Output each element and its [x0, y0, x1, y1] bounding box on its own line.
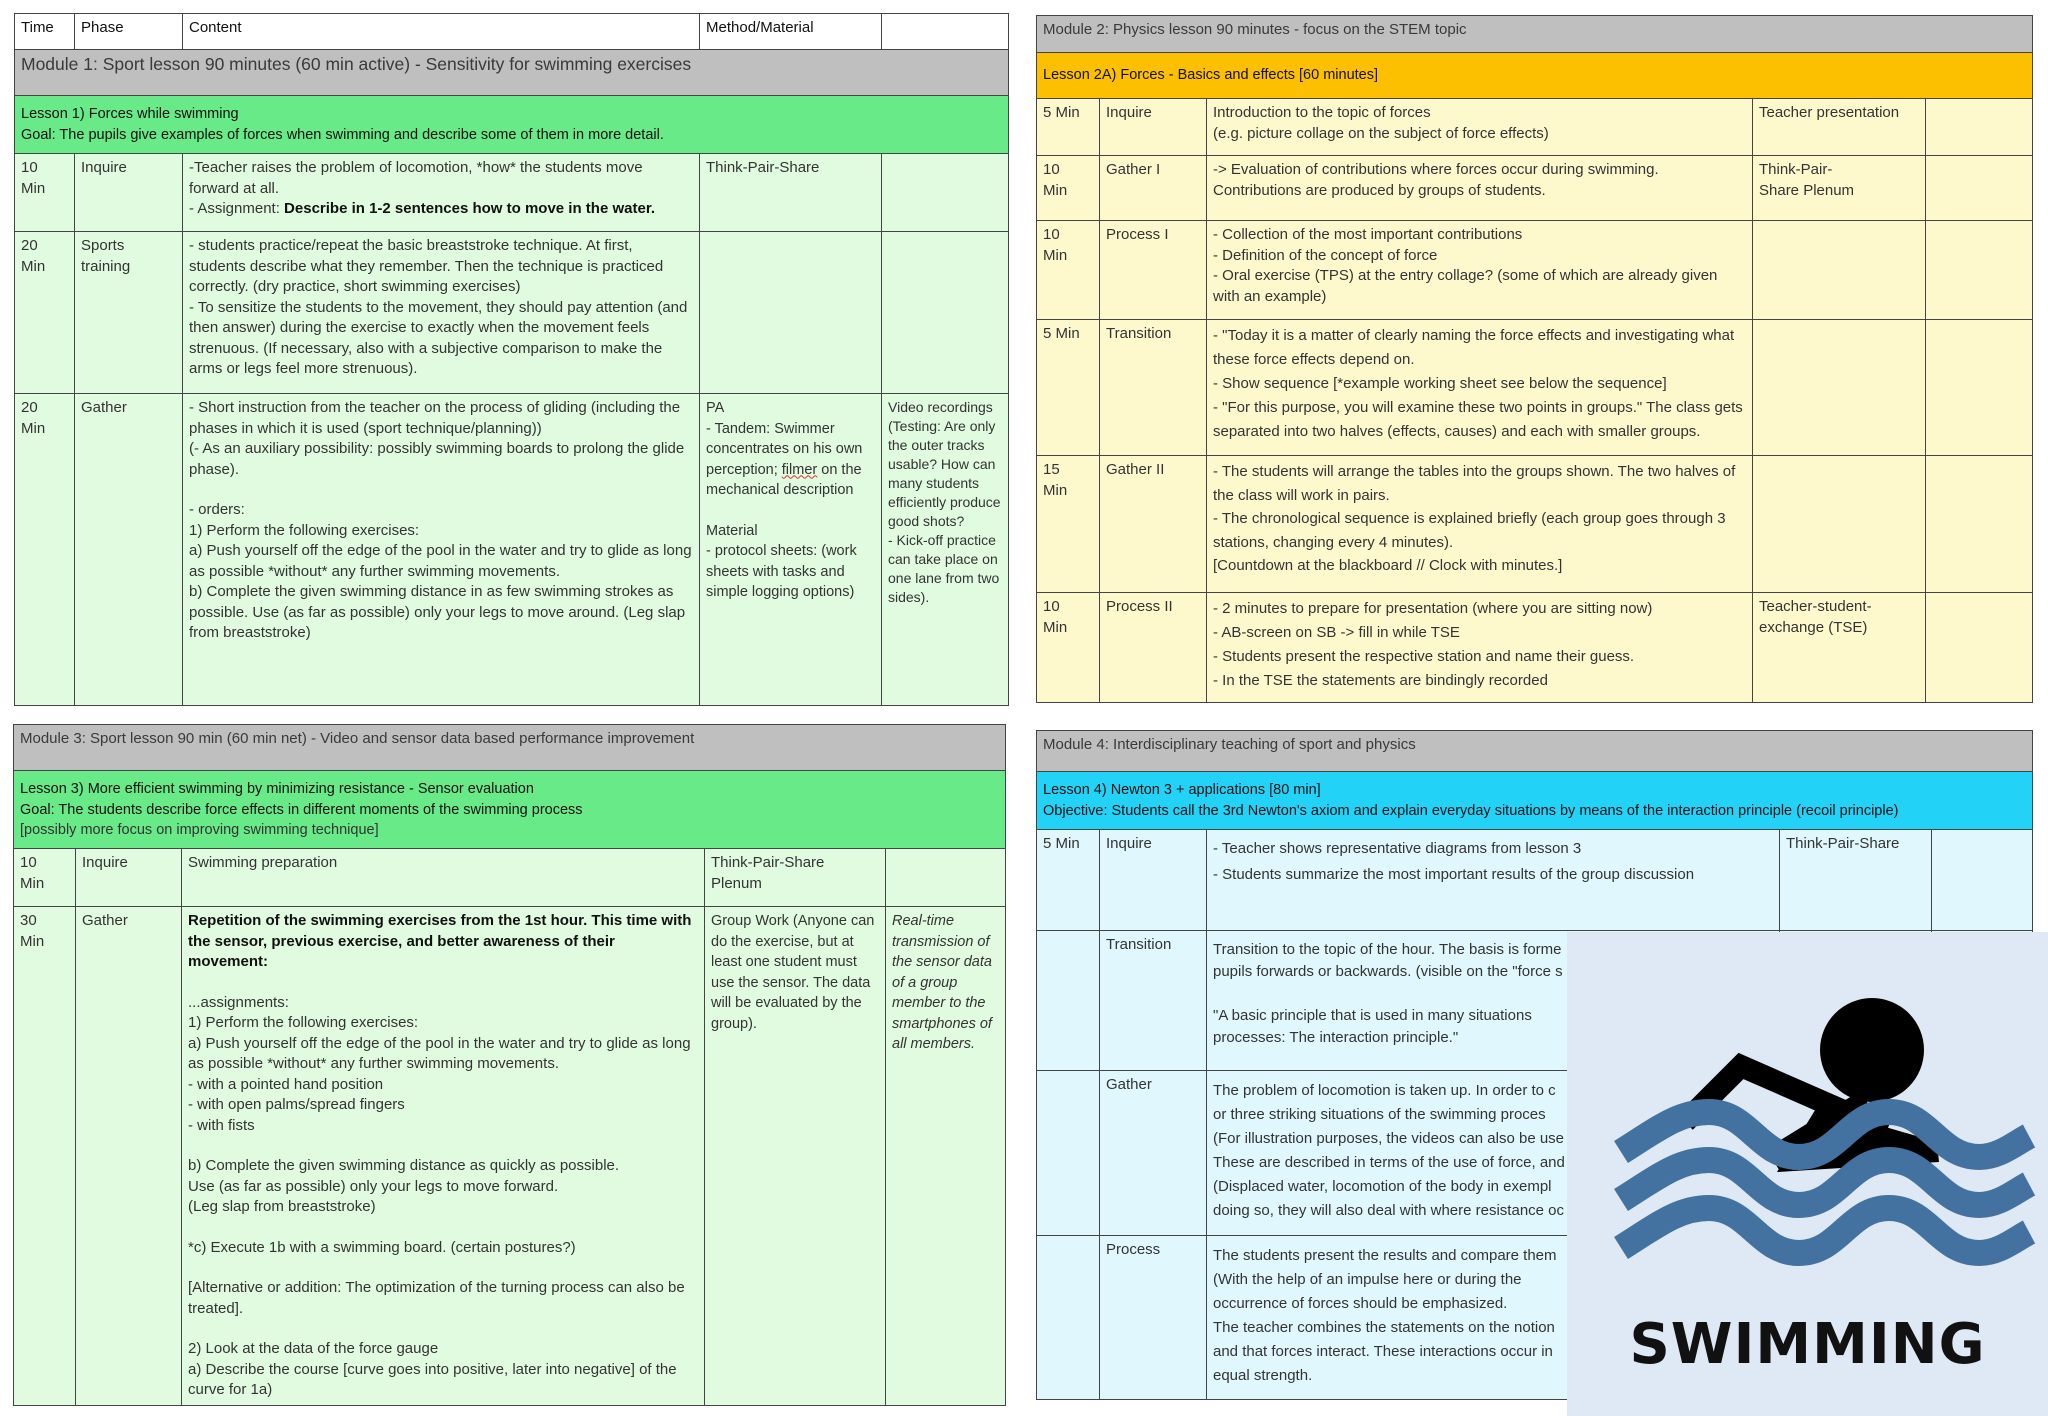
content-line: - To sensitize the students to the movement, they should pay attention (and then answer) during the exercise to exactly when the movement feels strenuous. (If necessary, also with a subjective comparison to make the arms or legs feel more strenuous).: [189, 298, 688, 377]
content-line: - Collection of the most important contributions: [1213, 226, 1523, 243]
time-value: 15 Min: [1043, 461, 1068, 499]
content-line: (- As an auxiliary possibility: possibly swimming boards to prolong the glide phase).: [189, 440, 685, 478]
content-line: Use (as far as possible) only your legs to move forward.: [188, 1177, 559, 1195]
method-line: [706, 419, 875, 501]
content-line: b) Complete the given swimming distance in as few swimming strokes as possible. Use (as far as possible) only your legs to move around. (Leg slap from breaststroke): [189, 583, 686, 641]
phase-cell: Transition: [1100, 931, 1207, 1071]
content-line: doing so, they will also deal with where resistance oc: [1213, 1202, 1565, 1219]
phase-cell: Process I: [1100, 221, 1207, 320]
time-cell: 5 Min: [1037, 99, 1100, 156]
lesson-4-title: Lesson 4) Newton 3 + applications [80 min]: [1043, 782, 1321, 798]
lesson-1-header: [15, 96, 1009, 154]
lesson-2a-title: Lesson 2A) Forces - Basics and effects [60 minutes]: [1037, 53, 2033, 99]
content-line: "A basic principle that is used in many situations: [1213, 1007, 1532, 1024]
content-line: - "Today it is a matter of clearly naming the force effects and investigating what these force effects depend on.: [1213, 327, 1735, 368]
content-cell: [1207, 156, 1753, 221]
phase-cell: Inquire: [1100, 830, 1207, 931]
extra-cell: [886, 849, 1006, 907]
content-line: - Show sequence [*example working sheet see below the sequence]: [1213, 375, 1667, 392]
content-line: - AB-screen on SB -> fill in while TSE: [1213, 624, 1460, 641]
method-cell: Group Work (Anyone can do the exercise, but at least one student must use the sensor. The data will be evaluated by the group).: [705, 907, 886, 1406]
table-row: [1037, 99, 2033, 156]
time-value: 10: [21, 159, 38, 176]
method-cell: [700, 394, 882, 706]
method-text: - Tandem: Swimmer concentrates on his own perception;: [706, 420, 863, 478]
extra-cell: [1926, 593, 2033, 703]
phase-cell: Sports training: [75, 232, 183, 394]
content-line: - with fists: [188, 1116, 255, 1134]
time-cell: [1037, 931, 1100, 1071]
content-line: or three striking situations of the swimming proces: [1213, 1106, 1546, 1123]
extra-cell: [1926, 99, 2033, 156]
assignment-text: Describe in 1-2 sentences how to move in the water.: [284, 200, 655, 217]
content-line: - Short instruction from the teacher on the process of gliding (including the phases in which it is used (sport technique/planning)): [189, 399, 681, 437]
phase-cell: Gather: [75, 394, 183, 706]
content-line: b) Complete the given swimming distance as quickly as possible.: [188, 1157, 620, 1174]
method-cell: [1753, 456, 1926, 593]
content-cell: [1207, 456, 1753, 593]
method-cell: [1753, 221, 1926, 320]
content-line: - Definition of the concept of force: [1213, 246, 1438, 264]
content-cell: [1207, 320, 1753, 456]
method-line: - protocol sheets: (work sheets with tasks and simple logging options): [706, 543, 857, 600]
time-value: 10 Min: [1043, 226, 1068, 264]
method-cell: [1753, 320, 1926, 456]
content-line: The teacher combines the statements on the notion: [1213, 1319, 1555, 1336]
table-row: [14, 849, 1006, 907]
method-text: on the mechanical description: [706, 461, 862, 498]
extra-cell: [1926, 221, 2033, 320]
content-line: [189, 199, 693, 220]
module-3-table: [13, 724, 1006, 1406]
table-row: [15, 394, 1009, 706]
time-value: 10: [20, 854, 37, 871]
phase-cell: Inquire: [76, 849, 182, 907]
phase-cell: Process II: [1100, 593, 1207, 703]
content-line: (Leg slap from breaststroke): [188, 1198, 376, 1215]
content-line: *c) Execute 1b with a swimming board. (certain postures?): [188, 1238, 576, 1256]
content-line: 2) Look at the data of the force gauge: [188, 1340, 439, 1357]
swimming-card: [1567, 932, 2048, 1416]
method-cell: [1753, 593, 1926, 703]
content-cell: [1207, 221, 1753, 320]
method-cell: [700, 232, 882, 394]
module-3-panel: [13, 724, 1005, 1406]
content-line: 1) Perform the following exercises:: [189, 521, 420, 539]
content-line: - Teacher shows representative diagrams from lesson 3: [1213, 840, 1582, 857]
time-value: 10 Min: [1043, 161, 1068, 199]
time-value: 20: [21, 237, 38, 254]
module-2-table: [1036, 15, 2033, 703]
time-cell: [1037, 456, 1100, 593]
lesson-3-title: Lesson 3) More efficient swimming by minimizing resistance - Sensor evaluation: [20, 781, 534, 797]
content-cell: [183, 154, 700, 232]
module-4-header: [1037, 731, 2033, 772]
time-cell: [1037, 156, 1100, 221]
column-header-extra: [882, 14, 1009, 50]
time-cell: [1037, 593, 1100, 703]
table-row: [15, 154, 1009, 232]
module-4-title: Module 4: Interdisciplinary teaching of sport and physics: [1037, 731, 2033, 772]
extra-cell: [1932, 830, 2033, 931]
content-line: a) Push yourself off the edge of the pool in the water and try to glide as long as possible *without* any further swimming movements.: [189, 542, 692, 580]
content-line: These are described in terms of the use of force, and: [1213, 1154, 1565, 1171]
time-cell: [1037, 221, 1100, 320]
content-line: pupils forwards or backwards. (visible on the "force s: [1213, 963, 1563, 980]
content-line: - In the TSE the statements are bindingly recorded: [1213, 672, 1548, 689]
content-line: (e.g. picture collage on the subject of force effects): [1213, 124, 1549, 142]
time-cell: [1037, 1236, 1100, 1400]
extra-cell: [1926, 156, 2033, 221]
content-cell: [182, 907, 705, 1406]
extra-cell: [882, 394, 1009, 706]
content-line: -> Evaluation of contributions where forces occur during swimming.: [1213, 161, 1659, 178]
method-value: Think-Pair-Share Plenum: [711, 854, 825, 892]
lesson-2a-header: [1037, 53, 2033, 99]
phase-cell: Process: [1100, 1236, 1207, 1400]
method-cell: [1753, 156, 1926, 221]
content-line: - students practice/repeat the basic breaststroke technique. At first, students describe what they remember. Then the technique is practiced correctly. (dry practice, short swimming exercises): [189, 237, 664, 295]
table-row: [1037, 593, 2033, 703]
time-value: 30: [20, 912, 37, 929]
extra-cell: Real-time transmission of the sensor data of a group member to the smartphones of all members.: [886, 907, 1006, 1406]
phase-cell: Inquire: [1100, 99, 1207, 156]
module-3-title: Module 3: Sport lesson 90 min (60 min net) - Video and sensor data based performance improvement: [14, 725, 1006, 771]
phase-cell: Transition: [1100, 320, 1207, 456]
lesson-1-goal: Goal: The pupils give examples of forces when swimming and describe some of them in more detail.: [21, 126, 664, 143]
content-line: [Countdown at the blackboard // Clock with minutes.]: [1213, 557, 1563, 574]
method-line: PA: [706, 400, 725, 416]
table-row: [1037, 320, 2033, 456]
content-line: Transition to the topic of the hour. The basis is forme: [1213, 941, 1562, 958]
content-line: The students present the results and compare them: [1213, 1247, 1557, 1264]
module-1-header: [15, 50, 1009, 96]
column-header-time: Time: [15, 14, 75, 50]
extra-cell: [1926, 320, 2033, 456]
column-header-content: Content: [183, 14, 700, 50]
phase-cell: Inquire: [75, 154, 183, 232]
content-line: and that forces interact. These interactions occur in: [1213, 1343, 1553, 1360]
content-cell: [183, 232, 700, 394]
extra-line: - Kick-off practice can take place on one lane from two sides).: [888, 532, 1000, 605]
content-line: - Oral exercise (TPS) at the entry collage? (some of which are already given with an example): [1213, 267, 1718, 305]
content-line: Introduction to the topic of forces: [1213, 104, 1431, 121]
table-row: [1037, 156, 2033, 221]
phase-cell: Gather: [1100, 1071, 1207, 1236]
content-line: - The chronological sequence is explained briefly (each group goes through 3 stations, changing every 4 minutes).: [1213, 510, 1726, 551]
time-cell: 5 Min: [1037, 830, 1100, 931]
module-1-title: Module 1: Sport lesson 90 minutes (60 min active) - Sensitivity for swimming exercises: [15, 50, 1009, 96]
lesson-1-title: Lesson 1) Forces while swimming: [21, 106, 239, 122]
phase-cell: Gather II: [1100, 456, 1207, 593]
table-row: [1037, 456, 2033, 593]
time-unit: Min: [21, 257, 46, 275]
content-line: ...assignments:: [188, 993, 289, 1011]
table-row: [14, 907, 1006, 1406]
method-value: Teacher-student-exchange (TSE): [1759, 598, 1872, 636]
module-1-table: [14, 13, 1009, 706]
content-line: Contributions are produced by groups of students.: [1213, 181, 1546, 199]
method-cell: Think-Pair-Share: [700, 154, 882, 232]
method-value: Think-Pair-Share Plenum: [1759, 161, 1855, 199]
content-line: - Students summarize the most important results of the group discussion: [1213, 866, 1695, 883]
content-line: a) Push yourself off the edge of the pool in the water and try to glide as long as possible *without* any further swimming movements.: [188, 1034, 691, 1072]
content-line: 1) Perform the following exercises:: [188, 1014, 419, 1031]
extra-cell: [1926, 456, 2033, 593]
phase-cell: Gather: [76, 907, 182, 1406]
column-header-row: [15, 14, 1009, 50]
content-line: - Students present the respective station and name their guess.: [1213, 648, 1635, 665]
time-cell: [1037, 1071, 1100, 1236]
content-cell: [1207, 593, 1753, 703]
column-header-phase: Phase: [75, 14, 183, 50]
table-row: [15, 232, 1009, 394]
lesson-4-header: [1037, 772, 2033, 830]
content-line: (Displaced water, locomotion of the body in exempl: [1213, 1178, 1552, 1195]
table-row: [1037, 221, 2033, 320]
content-line: a) Describe the course [curve goes into positive, later into negative] of the curve for 1a): [188, 1360, 677, 1398]
content-line: - "For this purpose, you will examine these two points in groups." The class gets separated into two halves (effects, causes) and each with smaller groups.: [1213, 399, 1743, 440]
module-3-header: [14, 725, 1006, 771]
content-line: - with a pointed hand position: [188, 1075, 384, 1093]
content-line: occurrence of forces should be emphasized.: [1213, 1295, 1508, 1312]
method-cell: Teacher presentation: [1753, 99, 1926, 156]
time-value: 10 Min: [1043, 598, 1068, 636]
content-line: - with open palms/spread fingers: [188, 1096, 405, 1113]
method-cell: Think-Pair-Share: [1780, 830, 1932, 931]
content-line: -Teacher raises the problem of locomotion, *how* the students move forward at all.: [189, 159, 643, 197]
content-line: - The students will arrange the tables into the groups shown. The two halves of the class will work in pairs.: [1213, 463, 1736, 504]
time-unit: Min: [21, 179, 46, 197]
content-line: (With the help of an impulse here or during the: [1213, 1271, 1522, 1288]
method-line: Material: [706, 522, 758, 539]
misspelled-word: filmer: [781, 461, 818, 478]
time-value: 20: [21, 399, 38, 416]
lesson-4-goal: Objective: Students call the 3rd Newton's axiom and explain everyday situations by means of the interaction principle (recoil principle): [1043, 802, 1899, 819]
content-cell: [1207, 830, 1780, 931]
time-unit: Min: [20, 874, 45, 892]
content-line: processes: The interaction principle.": [1213, 1029, 1459, 1046]
content-bold-intro: Repetition of the swimming exercises from the 1st hour. This time with the sensor, previous exercise, and better awareness of their movement:: [188, 912, 692, 970]
phase-cell: Gather I: [1100, 156, 1207, 221]
method-cell: [705, 849, 886, 907]
module-2-header: [1037, 16, 2033, 53]
content-line: The problem of locomotion is taken up. In order to c: [1213, 1082, 1556, 1099]
module-2-title: Module 2: Physics lesson 90 minutes - focus on the STEM topic: [1037, 16, 2033, 53]
time-unit: Min: [21, 419, 46, 437]
content-cell: [183, 394, 700, 706]
content-line: equal strength.: [1213, 1367, 1313, 1384]
lesson-3-header: [14, 771, 1006, 849]
assignment-label: - Assignment:: [189, 200, 285, 217]
content-line: [Alternative or addition: The optimization of the turning process can also be treated].: [188, 1279, 685, 1317]
column-header-method: Method/Material: [700, 14, 882, 50]
lesson-3-note: [possibly more focus on improving swimming technique]: [20, 822, 379, 838]
content-line: - orders:: [189, 501, 245, 518]
module-2-panel: [1036, 15, 2032, 703]
content-cell: [1207, 99, 1753, 156]
table-row: [1037, 830, 2033, 931]
time-cell: 5 Min: [1037, 320, 1100, 456]
time-unit: Min: [20, 932, 45, 950]
extra-line: Video recordings (Testing: Are only the outer tracks usable? How can many students efficiently produce good shots?: [888, 399, 1001, 529]
content-line: (For illustration purposes, the videos can also be use: [1213, 1130, 1565, 1147]
extra-cell: [882, 154, 1009, 232]
swimming-label: SWIMMING: [1629, 1312, 1986, 1377]
extra-cell: [882, 232, 1009, 394]
content-cell: Swimming preparation: [182, 849, 705, 907]
lesson-3-goal: Goal: The students describe force effects in different moments of the swimming process: [20, 801, 583, 818]
content-line: - 2 minutes to prepare for presentation (where you are sitting now): [1213, 600, 1653, 617]
module-1-panel: [14, 13, 1008, 706]
